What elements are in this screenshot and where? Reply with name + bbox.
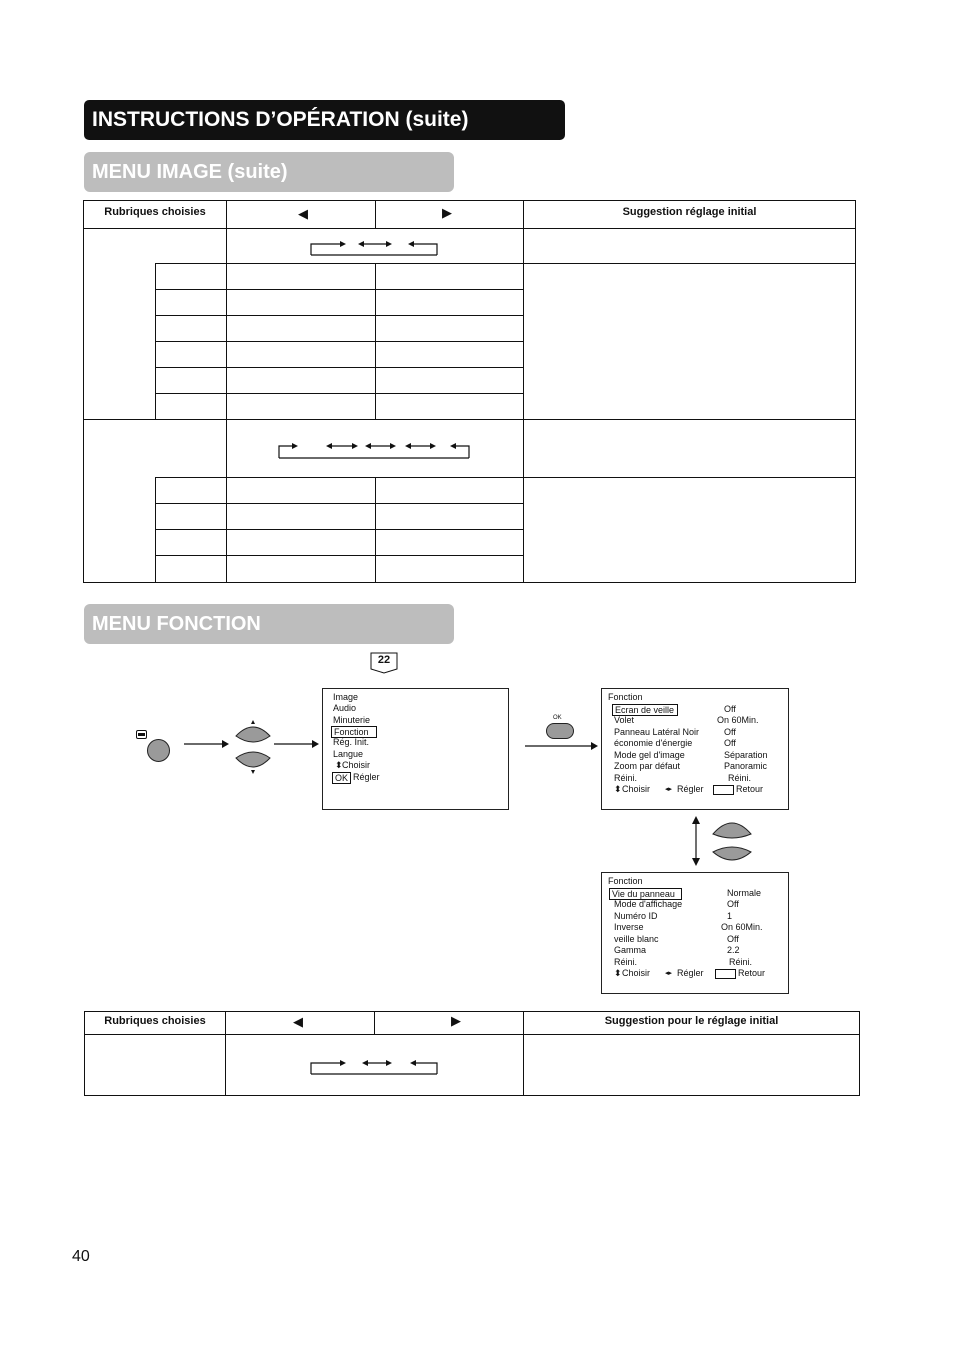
table1-header-items: Rubriques choisies	[104, 206, 206, 218]
table1-header-suggestion: Suggestion réglage initial	[622, 206, 757, 218]
fonction-menu-screen-2	[601, 872, 789, 994]
arrow-right-icon	[274, 739, 320, 749]
menu-row-value: Off	[724, 704, 736, 714]
menu-row-value: Off	[724, 727, 736, 737]
menu-row-label[interactable]: économie d'énergie	[614, 738, 693, 748]
menu-item-audio[interactable]: Audio	[333, 703, 357, 713]
page-reference-number: 22	[377, 654, 391, 666]
choose-label: Choisir	[342, 760, 371, 770]
return-icon	[713, 785, 734, 795]
menu-row-value: Séparation	[724, 750, 768, 760]
retour-label: Retour	[736, 784, 764, 794]
ok-button[interactable]	[546, 723, 574, 739]
menu-row-label[interactable]: Vie du panneau	[609, 888, 682, 900]
updown-icon: ⬍	[335, 760, 343, 770]
menu-item-reg-init[interactable]: Rég. Init.	[333, 737, 370, 747]
up-down-buttons[interactable]	[232, 718, 274, 776]
updown-icon: ⬍	[614, 968, 622, 978]
menu-row-value: Panoramic	[724, 761, 768, 771]
menu-item-minuterie[interactable]: Minuterie	[333, 715, 371, 725]
updown-icon: ⬍	[614, 784, 622, 794]
cycle-arrows-icon	[308, 236, 440, 258]
menu-row-label[interactable]: veille blanc	[614, 934, 659, 944]
page-number: 40	[72, 1248, 90, 1265]
menu-button[interactable]	[147, 739, 170, 762]
cycle-arrows-icon	[308, 1055, 440, 1077]
menu-row-value: 1	[727, 911, 733, 921]
ok-badge: OK	[332, 772, 351, 784]
menu-row-label[interactable]: Réini.	[614, 773, 638, 783]
menu-row-value: 2.2	[727, 945, 740, 955]
menu-row-value: Off	[727, 934, 739, 944]
menu-row-value: On 60Min.	[721, 922, 763, 932]
leftright-icon: ◂▸	[665, 970, 673, 977]
section-title-menu-image: MENU IMAGE (suite)	[84, 152, 454, 192]
menu-row-label[interactable]: Ecran de veille	[612, 704, 678, 716]
menu-row-value: Réini.	[728, 773, 752, 783]
page-header: INSTRUCTIONS D’OPÉRATION (suite)	[84, 100, 565, 140]
table2-header-items: Rubriques choisies	[104, 1015, 206, 1027]
retour-label: Retour	[738, 968, 766, 978]
menu-row-value: Off	[727, 899, 739, 909]
return-icon	[715, 969, 736, 979]
table2-header-suggestion: Suggestion pour le réglage initial	[604, 1015, 779, 1027]
menu-title: Fonction	[608, 876, 643, 886]
menu-item-image[interactable]: Image	[333, 692, 359, 702]
main-menu-screen	[322, 688, 509, 810]
table1-header-right-icon: ▶	[442, 205, 452, 220]
menu-row-label[interactable]: Zoom par défaut	[614, 761, 681, 771]
menu-item-fonction[interactable]: Fonction	[331, 726, 377, 738]
menu-row-value: Off	[724, 738, 736, 748]
menu-row-label[interactable]: Réini.	[614, 957, 638, 967]
menu-row-label[interactable]: Mode d'affichage	[614, 899, 683, 909]
menu-row-value: Réini.	[729, 957, 753, 967]
table1-header-left-icon: ◀	[298, 206, 308, 221]
table2-header-right-icon: ▶	[451, 1013, 461, 1028]
menu-row-label[interactable]: Panneau Latéral Noir	[614, 727, 700, 737]
section-title-menu-fonction: MENU FONCTION	[84, 604, 454, 644]
menu-row-label[interactable]: Numéro ID	[614, 911, 658, 921]
menu-row-value: Normale	[727, 888, 762, 898]
arrow-right-icon	[525, 741, 599, 751]
up-down-buttons[interactable]	[710, 814, 754, 866]
menu-row-value: On 60Min.	[717, 715, 759, 725]
menu-icon	[136, 730, 147, 739]
ok-label: OK	[553, 715, 562, 721]
arrow-right-icon	[184, 739, 230, 749]
menu-row-label[interactable]: Inverse	[614, 922, 644, 932]
fonction-menu-screen-1	[601, 688, 789, 810]
menu-title: Fonction	[608, 692, 643, 702]
leftright-icon: ◂▸	[665, 786, 673, 793]
table2-header-left-icon: ◀	[293, 1014, 303, 1029]
regler-label: Régler	[677, 968, 704, 978]
cycle-arrows-icon	[276, 439, 472, 461]
regler-label: Régler	[677, 784, 704, 794]
menu-row-label[interactable]: Gamma	[614, 945, 647, 955]
menu-row-label[interactable]: Mode gel d'image	[614, 750, 685, 760]
menu-item-langue[interactable]: Langue	[333, 749, 364, 759]
regler-label: Régler	[353, 772, 380, 782]
choose-label: Choisir	[622, 968, 651, 978]
menu-row-label[interactable]: Volet	[614, 715, 635, 725]
choose-label: Choisir	[622, 784, 651, 794]
updown-arrow-icon	[690, 816, 702, 866]
book-reference-icon	[370, 652, 398, 674]
